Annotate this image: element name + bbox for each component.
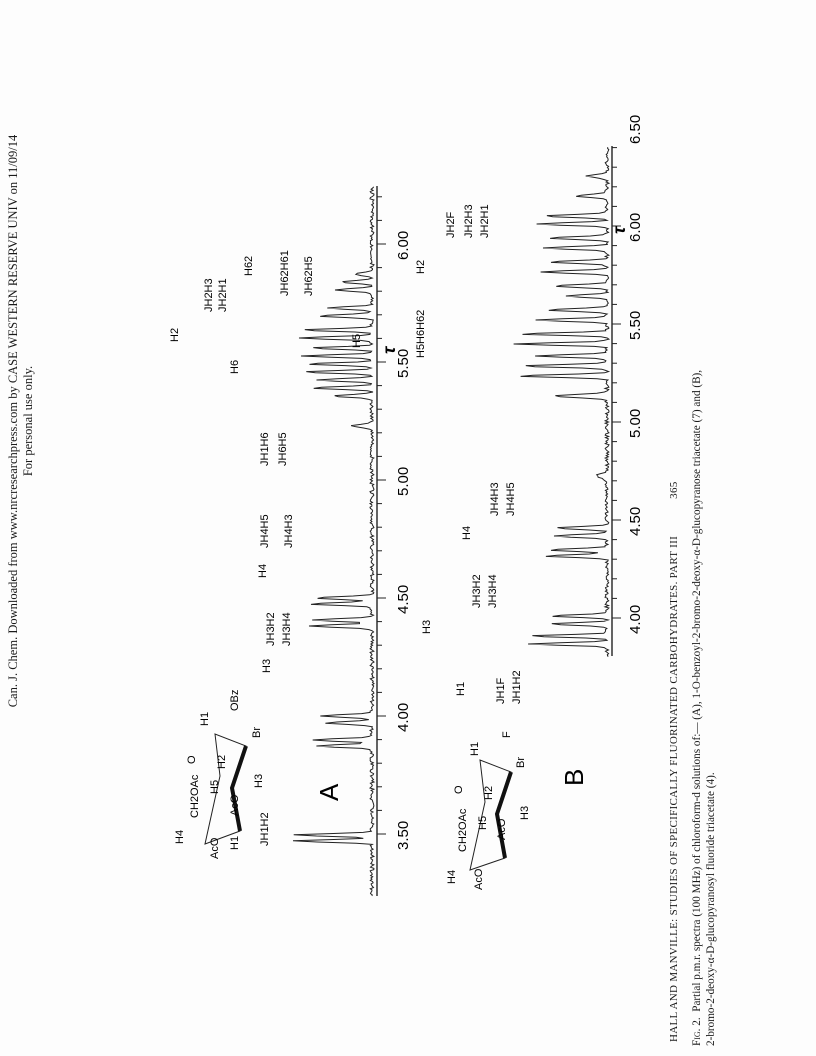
struct-a-obz: OBz (229, 689, 241, 711)
assign-b-h5h6h62: H5H6H62 (415, 309, 427, 358)
struct-b-h5: H5 (477, 815, 489, 830)
struct-b-ch2oac: CH2OAc (457, 808, 469, 852)
assign-a-h62: H62 (243, 255, 255, 276)
assign-a-h2: H2 (169, 327, 181, 342)
assign-b-h1: H1 (455, 681, 467, 696)
spectrum-b-structure (446, 731, 531, 890)
spectrum-a (169, 186, 412, 896)
spectrum-b-tau-symbol: τ (609, 226, 629, 234)
running-header-title: HALL AND MANVILLE: STUDIES OF SPECIFICALLY FLUORINATED CARBOHYDRATES. PART III (668, 535, 680, 1042)
struct-b-h1: H1 (469, 741, 481, 756)
struct-a-br: Br (251, 727, 263, 738)
struct-a-h1: H1 (199, 711, 211, 726)
assign-a-jh3h4: JH3H4 (281, 612, 293, 646)
struct-a-ch2oac: CH2OAc (189, 774, 201, 818)
assign-b-jh4h5: JH4H5 (505, 482, 517, 516)
assign-b-jh2h1: JH2H1 (479, 204, 491, 238)
spectrum-b-ticks (612, 148, 621, 618)
spectrum-b-tick-6-00: 6.00 (627, 212, 644, 242)
struct-a-h5: H5 (209, 779, 221, 794)
watermark-line-1: Can. J. Chem. Downloaded from www.nrcresearchpress.com by CASE WESTERN RESERVE UNIV on 11/09/14 (6, 134, 20, 708)
spectrum-b-tick-5-00: 5.00 (627, 408, 644, 438)
spectrum-a-structure (174, 690, 265, 859)
spectrum-b-tick-5-50: 5.50 (627, 310, 644, 340)
assign-a-jh1h6: JH1H6 (259, 432, 271, 466)
spectrum-b (415, 115, 644, 890)
struct-b-br: Br (515, 757, 527, 768)
assign-a-h5: H5 (351, 333, 363, 348)
spectrum-b-tick-4-00: 4.00 (627, 604, 644, 634)
assign-b-h4: H4 (461, 525, 473, 540)
assign-a-h1: H1 (229, 835, 241, 850)
assign-a-h6: H6 (229, 359, 241, 374)
assign-b-jh1f: JH1F (495, 677, 507, 704)
spectrum-b-assignments (415, 204, 523, 704)
spectrum-a-tick-5-00: 5.00 (395, 466, 412, 496)
assign-a-jh6h5: JH6H5 (277, 432, 289, 466)
assign-a-jh1h2: JH1H2 (259, 812, 271, 846)
assign-a-jh62h61: JH62H61 (279, 250, 291, 296)
struct-b-h3: H3 (519, 805, 531, 820)
assign-b-jh2h3: JH2H3 (463, 204, 475, 238)
struct-a-h2: H2 (216, 754, 228, 769)
spectrum-b-trace (514, 147, 609, 656)
spectrum-a-tau-symbol: τ (379, 346, 399, 354)
caption-line-1: Partial p.m.r. spectra (100 MHz) of chloroform-d solutions of:— (A), 1-O-benzoyl-2-bromo-2-deoxy-α-D-glucopyranose triacetate (7) and (B), (691, 369, 703, 1012)
assign-b-h3: H3 (421, 619, 433, 634)
struct-a-aco-1: AcO (209, 837, 221, 859)
assign-a-jh4h5: JH4H5 (259, 514, 271, 548)
struct-a-aco-2: AcO (229, 794, 241, 816)
struct-b-f: F (501, 731, 513, 738)
assign-a-jh62h5: JH62H5 (303, 256, 315, 296)
assign-b-h2: H2 (415, 259, 427, 274)
spectrum-a-assignments (169, 250, 363, 850)
assign-a-jh4h3: JH4H3 (283, 514, 295, 548)
spectrum-b-panel-label: B (559, 768, 589, 786)
struct-a-h4: H4 (174, 829, 186, 844)
struct-b-aco-1: AcO (473, 868, 485, 890)
assign-b-jh2f: JH2F (445, 211, 457, 238)
watermark-line-2: For personal use only. (21, 365, 35, 477)
spectrum-b-tick-4-50: 4.50 (627, 506, 644, 536)
struct-b-h4: H4 (446, 869, 458, 884)
assign-b-jh4h3: JH4H3 (489, 482, 501, 516)
assign-b-jh1h2: JH1H2 (511, 670, 523, 704)
struct-b-o: O (453, 785, 465, 794)
spectrum-a-ticks (377, 197, 386, 834)
spectrum-b-tick-6-50: 6.50 (627, 114, 644, 144)
struct-a-o: O (186, 755, 198, 764)
assign-b-jh3h4: JH3H4 (487, 574, 499, 608)
spectrum-a-tick-3-50: 3.50 (395, 820, 412, 850)
page-number: 365 (668, 481, 680, 499)
spectrum-a-tick-6-00: 6.00 (395, 230, 412, 260)
assign-b-jh3h2: JH3H2 (471, 574, 483, 608)
assign-a-h4: H4 (257, 563, 269, 578)
assign-a-h3: H3 (261, 658, 273, 673)
assign-a-jh3h2: JH3H2 (265, 612, 277, 646)
spectrum-a-panel-label: A (314, 783, 344, 801)
assign-a-jh2h1: JH2H1 (217, 278, 229, 312)
figure-label: Fig. 2. (691, 1017, 703, 1046)
struct-b-h2: H2 (483, 785, 495, 800)
struct-b-aco-2: AcO (496, 818, 508, 840)
struct-a-h3: H3 (253, 773, 265, 788)
assign-a-jh2h3: JH2H3 (203, 278, 215, 312)
spectrum-a-tick-5-50: 5.50 (395, 348, 412, 378)
spectrum-a-tick-4-50: 4.50 (395, 584, 412, 614)
spectrum-a-tick-4-00: 4.00 (395, 702, 412, 732)
caption-line-2: 2-bromo-2-deoxy-α-D-glucopyranosyl fluoride triacetate (4). (705, 772, 717, 1046)
